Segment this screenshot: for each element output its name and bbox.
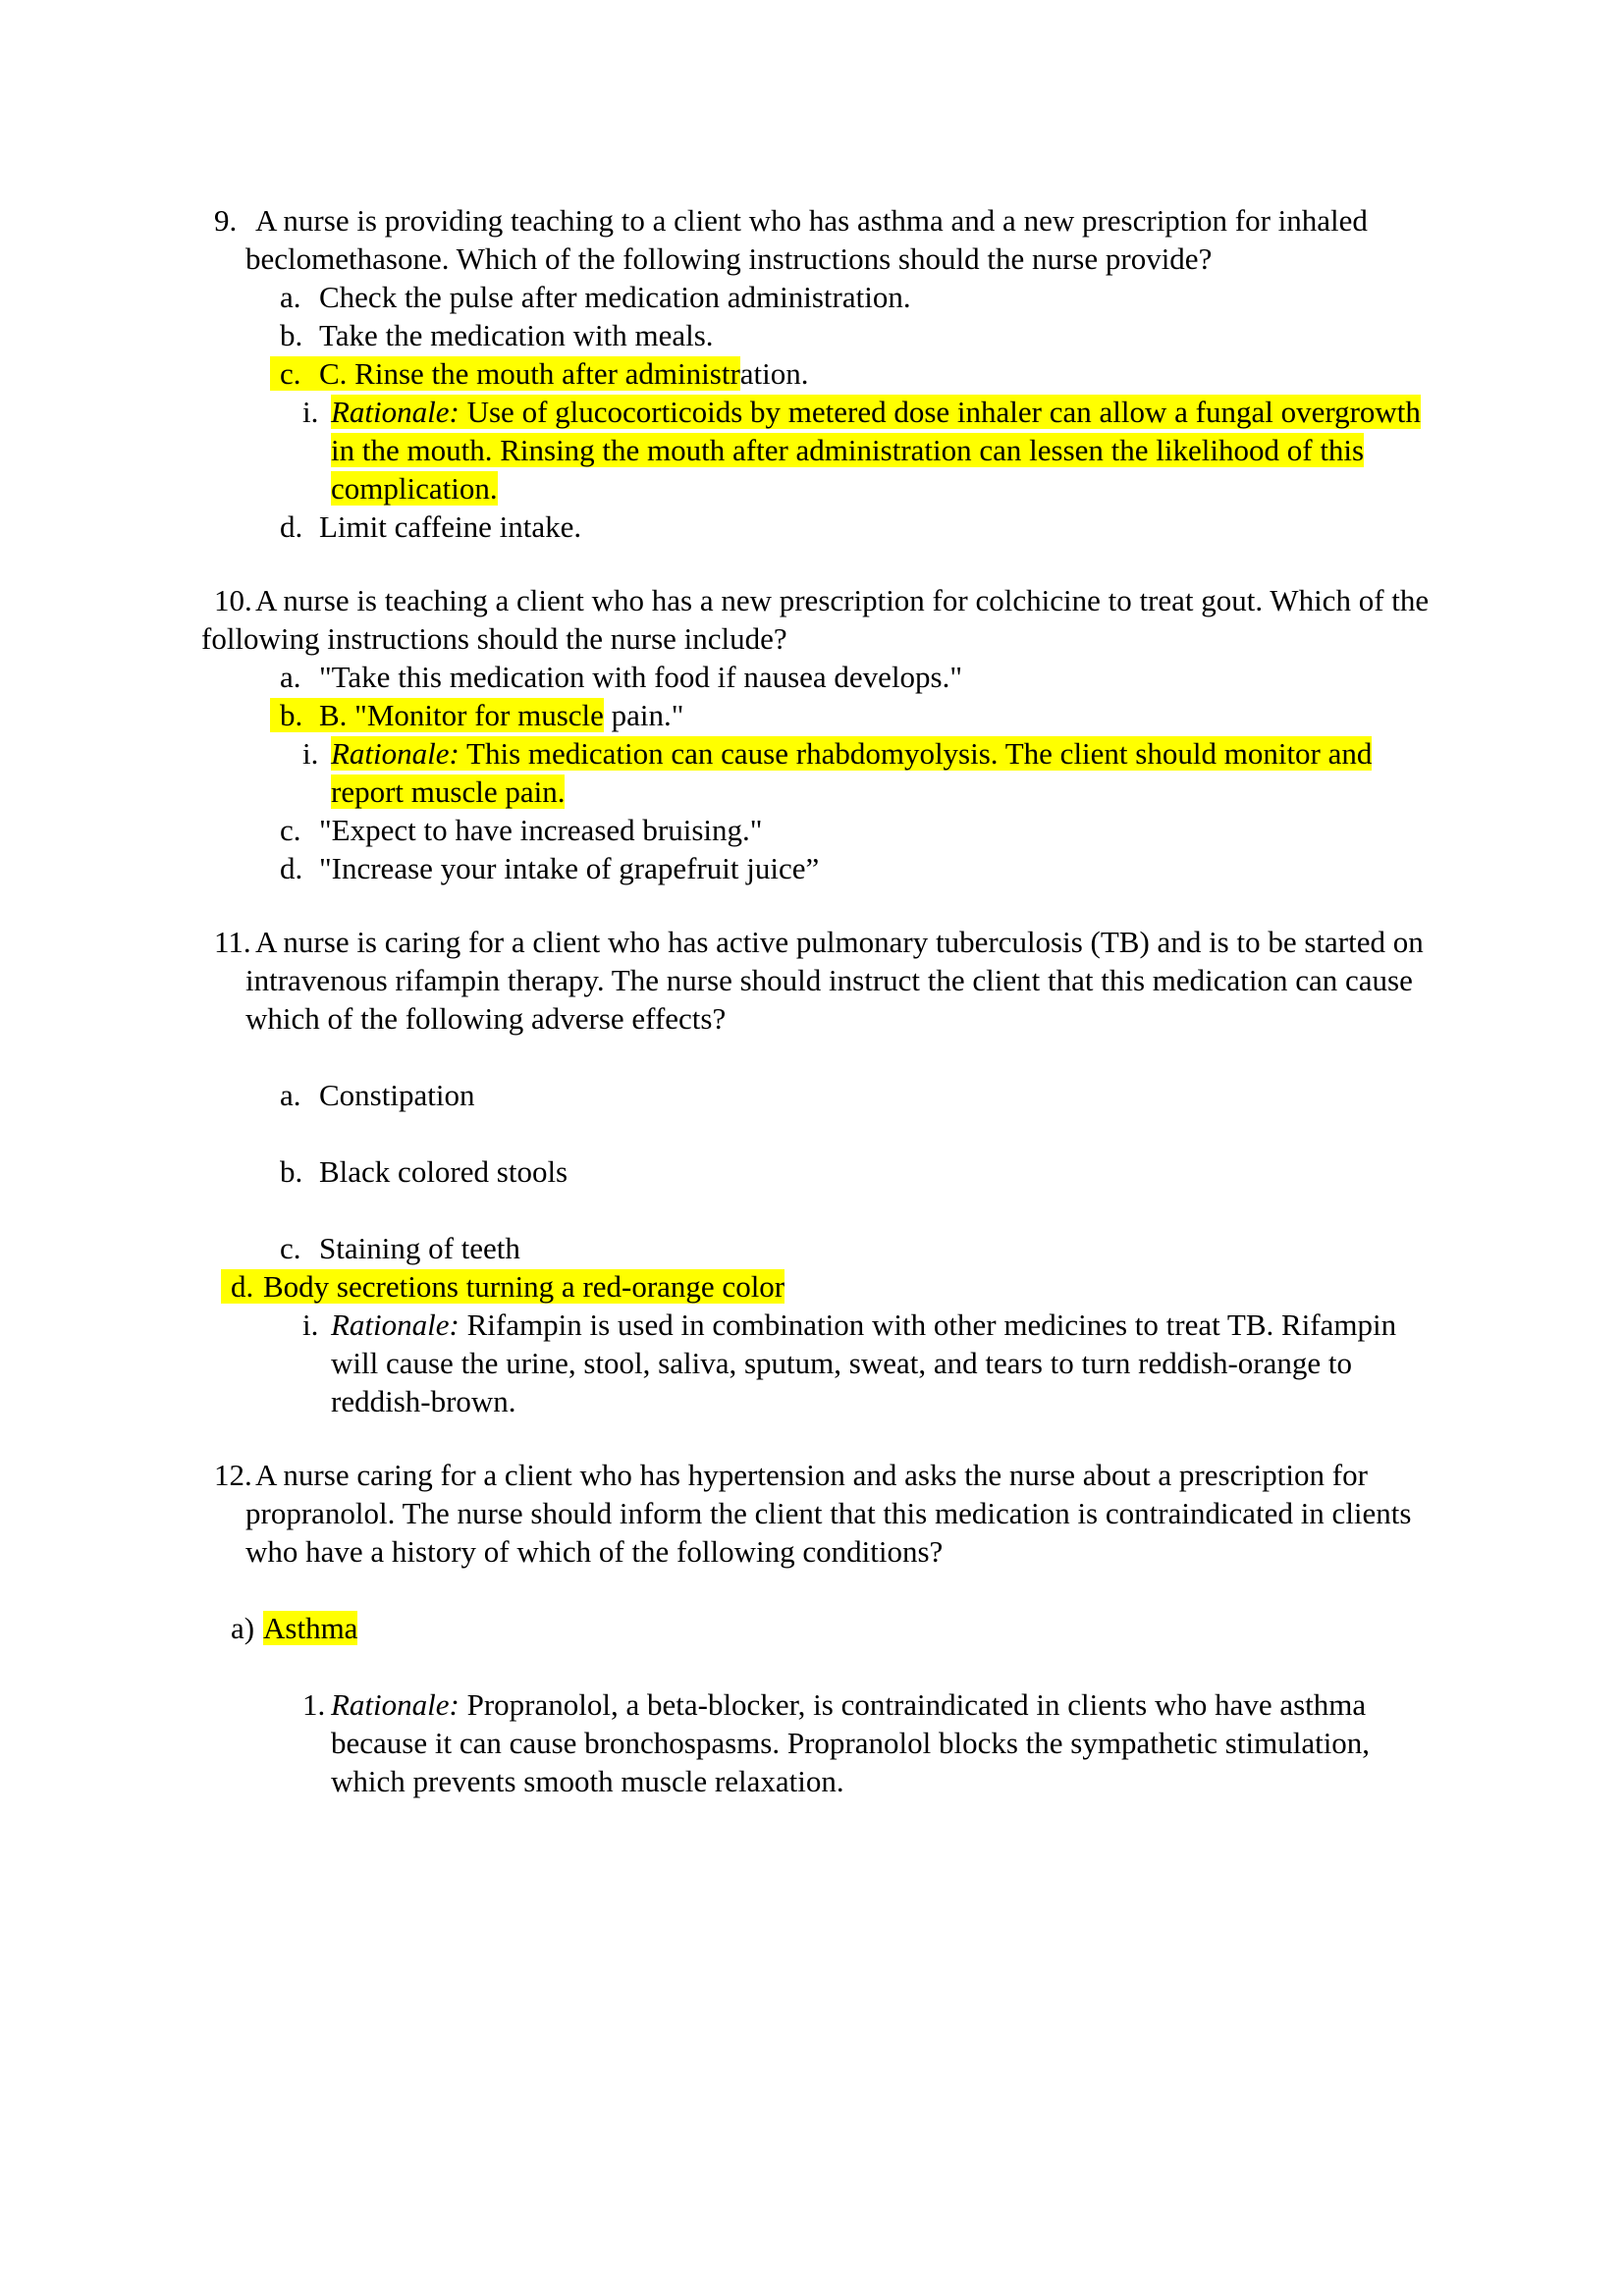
question-11-stem <box>201 923 1466 1038</box>
question-number: 12. <box>214 1458 252 1492</box>
question-text: A nurse is teaching a client who has a new prescription for colchicine to treat gout. Which of the following instructions should the nurse include? <box>201 583 1430 656</box>
option-text: "Increase your intake of grapefruit juice” <box>319 851 820 885</box>
question-9-option-c <box>201 354 1466 393</box>
rationale-highlight <box>331 395 1421 506</box>
question-number: 11. <box>214 925 251 959</box>
question-11-option-c <box>201 1229 1466 1267</box>
option-marker: c. <box>280 356 301 391</box>
rationale-text: Rifampin is used in combination with other medicines to treat TB. Rifampin will cause the urine, stool, saliva, sputum, sweat, and tears to turn reddish-orange to reddish-brown. <box>331 1308 1397 1418</box>
option-text: "Take this medication with food if nausea develops." <box>319 660 963 694</box>
option-text-highlighted: Body secretions turning a red-orange color <box>263 1269 785 1304</box>
question-10-stem <box>201 581 1466 658</box>
rationale-marker: i. <box>302 736 319 771</box>
question-9-rationale <box>201 393 1466 507</box>
rationale-marker: 1. <box>302 1687 326 1722</box>
question-10-option-d <box>201 849 1466 887</box>
option-text: pain." <box>603 698 684 732</box>
question-9-stem <box>201 201 1466 278</box>
answer-highlight <box>270 356 740 391</box>
option-text: "Expect to have increased bruising." <box>319 813 763 847</box>
question-11-option-b <box>201 1152 1466 1191</box>
option-text-highlighted: B. "Monitor for muscle <box>319 698 604 732</box>
rationale-label: Rationale: <box>331 395 460 429</box>
option-marker: d. <box>280 851 303 885</box>
question-10-option-c <box>201 811 1466 849</box>
question-12 <box>201 1456 1466 1800</box>
option-text: Limit caffeine intake. <box>319 509 582 544</box>
question-10-option-b <box>201 696 1466 734</box>
question-12-option-a <box>201 1609 1466 1647</box>
question-9-option-b <box>201 316 1466 354</box>
option-text: Black colored stools <box>319 1154 568 1189</box>
option-marker: b. <box>280 318 303 352</box>
rationale-label: Rationale: <box>331 1308 460 1342</box>
question-11-rationale <box>201 1306 1466 1420</box>
option-text: Staining of teeth <box>319 1231 520 1265</box>
question-text: A nurse is providing teaching to a client who has asthma and a new prescription for inhaled beclomethasone. Which of the following instructions should the nurse provide? <box>245 203 1368 276</box>
option-marker: b. <box>280 1154 303 1189</box>
option-marker: c. <box>280 813 301 847</box>
option-marker: a. <box>280 280 301 314</box>
option-text: Constipation <box>319 1078 475 1112</box>
rationale-marker: i. <box>302 1308 319 1342</box>
question-number: 10. <box>214 583 252 617</box>
answer-highlight <box>221 1269 784 1304</box>
option-text: Take the medication with meals. <box>319 318 714 352</box>
rationale-highlight <box>331 736 1372 809</box>
question-9-option-d <box>201 507 1466 546</box>
question-text: A nurse caring for a client who has hypertension and asks the nurse about a prescription for propranolol. The nurse should inform the client that this medication is contraindicated in clients who have a history of which of the following conditions? <box>245 1458 1412 1569</box>
option-marker: d. <box>280 509 303 544</box>
question-9-option-a <box>201 278 1466 316</box>
rationale-marker: i. <box>302 395 319 429</box>
question-11 <box>201 923 1466 1420</box>
option-marker: a. <box>280 1078 301 1112</box>
rationale-label: Rationale: <box>331 736 460 771</box>
option-marker: c. <box>280 1231 301 1265</box>
question-9 <box>201 201 1466 546</box>
question-10-rationale <box>201 734 1466 811</box>
option-marker: a. <box>280 660 301 694</box>
rationale-label: Rationale: <box>331 1687 460 1722</box>
question-number: 9. <box>214 203 238 238</box>
answer-highlight <box>270 698 604 732</box>
question-12-rationale <box>201 1685 1466 1800</box>
rationale-text: Use of glucocorticoids by metered dose inhaler can allow a fungal overgrowth in the mouth. Rinsing the mouth after administration can lessen the likelihood of this complication. <box>331 395 1421 506</box>
option-marker: d. <box>231 1269 254 1304</box>
rationale-text: This medication can cause rhabdomyolysis. The client should monitor and report muscle pain. <box>331 736 1373 809</box>
option-marker: b. <box>280 698 303 732</box>
option-marker: a) <box>231 1611 255 1645</box>
rationale-text: Propranolol, a beta-blocker, is contraindicated in clients who have asthma because it can cause bronchospasms. Propranolol blocks the sympathetic stimulation, which prevents smooth muscle relaxation. <box>331 1687 1371 1798</box>
question-11-option-a <box>201 1076 1466 1114</box>
question-10-option-a <box>201 658 1466 696</box>
option-text: Check the pulse after medication administration. <box>319 280 911 314</box>
option-text: ation. <box>739 356 809 391</box>
question-11-option-d <box>201 1267 1466 1306</box>
question-text: A nurse is caring for a client who has active pulmonary tuberculosis (TB) and is to be started on intravenous rifampin therapy. The nurse should instruct the client that this medication can cause which of the following adverse effects? <box>245 925 1424 1036</box>
answer-highlight: Asthma <box>263 1611 358 1645</box>
question-12-stem <box>201 1456 1466 1571</box>
question-10 <box>201 581 1466 887</box>
option-text-highlighted: C. Rinse the mouth after administr <box>319 356 740 391</box>
